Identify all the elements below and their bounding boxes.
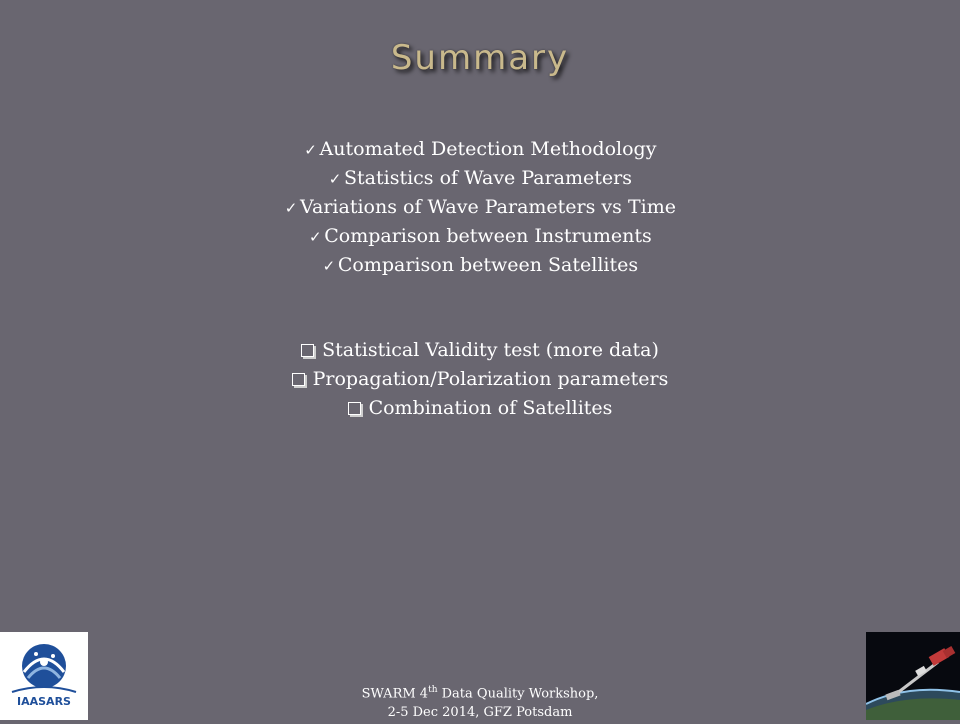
list-item <box>0 135 960 164</box>
list-item-label: Automated Detection Methodology <box>319 138 657 160</box>
checked-list <box>0 135 960 280</box>
logo-text: IAASARS <box>17 695 71 708</box>
list-item <box>0 336 960 365</box>
checkbox-bullet-icon <box>348 402 361 415</box>
footer <box>0 681 960 722</box>
list-item-label: Propagation/Polarization parameters <box>312 368 669 390</box>
slide-title: Summary <box>390 38 570 78</box>
checkmark-icon: ✓ <box>284 199 298 217</box>
list-item <box>0 193 960 222</box>
list-item-label: Statistical Validity test (more data) <box>322 339 659 361</box>
list-item-label: Comparison between Instruments <box>324 225 652 247</box>
list-item-label: Statistics of Wave Parameters <box>344 167 632 189</box>
list-item-label: Variations of Wave Parameters vs Time <box>300 196 676 218</box>
list-item-label: Comparison between Satellites <box>337 254 639 276</box>
list-item <box>0 394 960 423</box>
list-item <box>0 164 960 193</box>
list-item-label: Combination of Satellites <box>368 397 613 419</box>
checkmark-icon: ✓ <box>328 170 342 188</box>
footer-line-1: SWARM 4th Data Quality Workshop, <box>361 685 599 702</box>
satellite-image <box>866 632 960 720</box>
checkmark-icon: ✓ <box>308 228 322 246</box>
checkbox-bullet-icon <box>301 344 314 357</box>
list-item <box>0 222 960 251</box>
list-item <box>0 365 960 394</box>
footer-line-2: 2-5 Dec 2014, GFZ Potsdam <box>387 705 573 721</box>
checkbox-bullet-icon <box>292 373 305 386</box>
list-item <box>0 251 960 280</box>
box-list <box>0 336 960 423</box>
satellite-earth-graphic <box>866 632 960 720</box>
checkmark-icon: ✓ <box>322 257 336 275</box>
checkmark-icon: ✓ <box>304 141 317 159</box>
